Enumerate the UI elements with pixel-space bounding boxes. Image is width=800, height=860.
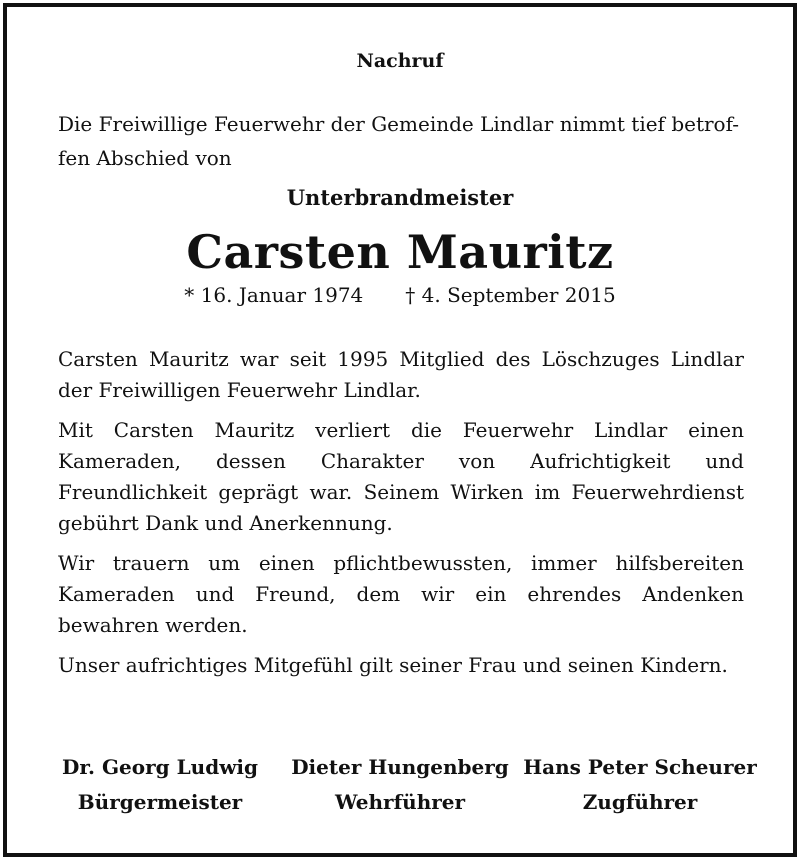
intro-text (58, 107, 744, 175)
paragraph-mourning: Wir trauern um einen pflichtbewussten, immer hilfsbereiten Kameraden und Freund, dem wir ein ehrendes Andenken bewahren werden. (58, 551, 744, 637)
deceased-name: Carsten Mauritz (186, 225, 614, 279)
signatory-fire-chief (280, 750, 520, 820)
signatory-name: Dr. Georg Ludwig (62, 755, 258, 779)
deceased-rank: Unterbrandmeister (286, 185, 514, 210)
signatory-mayor (40, 750, 280, 820)
obituary-body (58, 344, 744, 690)
paragraph-condolence: Unser aufrichtiges Mitgefühl gilt seiner Frau und seinen Kindern. (58, 653, 728, 677)
intro-line-1: Die Freiwillige Feuerwehr der Gemeinde Lindlar nimmt tief betrof- (58, 112, 740, 136)
death-date: † 4. September 2015 (405, 283, 616, 307)
notice-heading: Nachruf (356, 50, 444, 72)
birth-date: * 16. Januar 1974 (184, 283, 364, 307)
paragraph-membership: Carsten Mauritz war seit 1995 Mitglied des Löschzuges Lindlar der Freiwilligen Feuerwehr Lindlar. (58, 347, 744, 402)
signatory-name: Hans Peter Scheurer (523, 755, 757, 779)
life-dates (0, 283, 800, 307)
signatory-title: Bürgermeister (77, 790, 243, 814)
signatory-title: Wehrführer (334, 790, 466, 814)
signatory-name: Dieter Hungenberg (291, 755, 509, 779)
signatory-title: Zugführer (582, 790, 698, 814)
intro-line-2: fen Abschied von (58, 146, 232, 170)
paragraph-character: Mit Carsten Mauritz verliert die Feuerwehr Lindlar einen Kameraden, dessen Charakter von Aufrichtigkeit und Freundlichkeit geprägt war. Seinem Wirken im Feuerwehrdienst gebührt Dank und Anerkennung. (58, 418, 744, 535)
signatory-platoon-leader (520, 750, 760, 820)
